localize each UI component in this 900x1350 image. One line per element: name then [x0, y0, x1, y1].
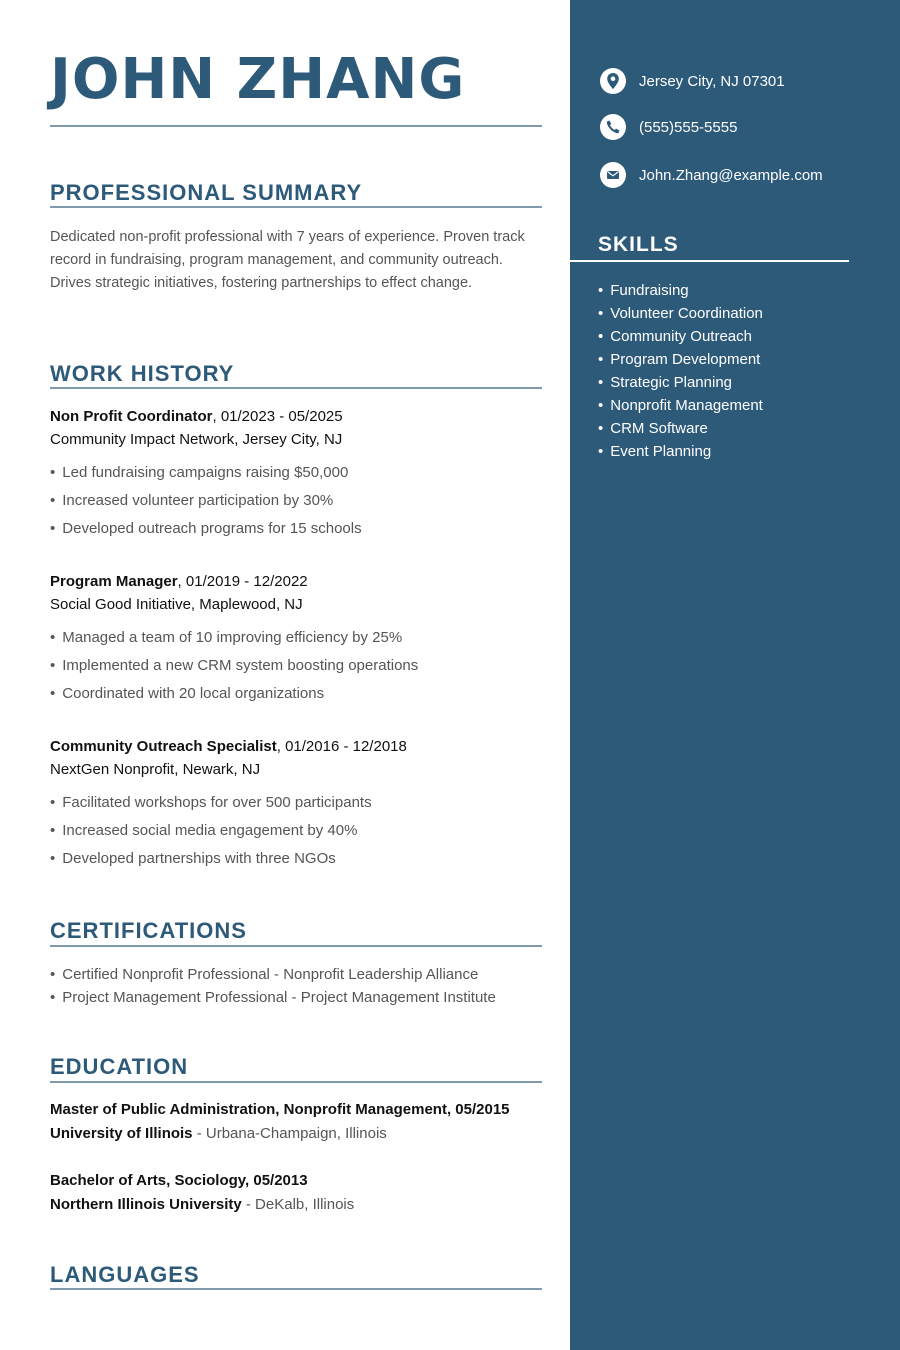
job-bullet: • Managed a team of 10 improving efficiency by 25%: [50, 624, 550, 652]
name-divider: [50, 125, 542, 127]
certification-item: • Certified Nonprofit Professional - Nonprofit Leadership Alliance: [50, 963, 496, 986]
skill-item: • Volunteer Coordination: [598, 302, 763, 325]
skill-item: • Program Development: [598, 348, 763, 371]
job-bullet: • Developed partnerships with three NGOs: [50, 845, 550, 873]
certifications-list: [50, 963, 496, 1009]
job-org: Social Good Initiative: [50, 596, 191, 613]
job-org: NextGen Nonprofit: [50, 761, 175, 778]
job-bullets: [50, 459, 550, 543]
skill-item: • Nonprofit Management: [598, 394, 763, 417]
summary-divider: [50, 206, 542, 208]
job-dates: , 01/2019 - 12/2022: [177, 573, 308, 590]
contact-phone: [600, 112, 890, 142]
school-line: [50, 1193, 550, 1217]
job-bullets: [50, 624, 550, 708]
school-line: [50, 1122, 550, 1146]
skills-divider: [570, 260, 849, 262]
job-bullet: • Increased social media engagement by 40%: [50, 817, 550, 845]
job-entry: [50, 405, 550, 543]
skill-item: • Strategic Planning: [598, 371, 763, 394]
skills-heading: SKILLS: [598, 233, 679, 256]
skill-item: • Event Planning: [598, 440, 763, 463]
job-entry: [50, 570, 550, 708]
job-org-line: [50, 758, 550, 781]
school-location: - Urbana-Champaign, Illinois: [192, 1125, 387, 1142]
work-history-divider: [50, 387, 542, 389]
job-location: , Jersey City, NJ: [234, 431, 343, 448]
job-title-line: [50, 405, 550, 428]
job-bullet: • Increased volunteer participation by 30%: [50, 487, 550, 515]
summary-text: Dedicated non-profit professional with 7 years of experience. Proven track record in fundraising, program management, and community outreach. Drives strategic initiatives, fostering partnerships to effect change.: [50, 229, 525, 291]
skill-item: • CRM Software: [598, 417, 763, 440]
skill-item: • Fundraising: [598, 279, 763, 302]
job-location: , Newark, NJ: [174, 761, 261, 778]
job-bullets: [50, 789, 550, 873]
school-name: Northern Illinois University: [50, 1196, 242, 1213]
location-pin-icon: [600, 68, 626, 94]
contact-email: [600, 160, 890, 190]
job-entry: [50, 735, 550, 873]
job-org-line: [50, 593, 550, 616]
skills-list: [598, 279, 763, 463]
degree: Bachelor of Arts, Sociology, 05/2013: [50, 1172, 308, 1189]
job-role: Program Manager: [50, 573, 178, 590]
job-org: Community Impact Network: [50, 431, 235, 448]
email-text: John.Zhang@example.com: [639, 166, 823, 184]
job-bullet: • Implemented a new CRM system boosting operations: [50, 652, 550, 680]
certifications-divider: [50, 945, 542, 947]
phone-icon: [600, 114, 626, 140]
certifications-heading: CERTIFICATIONS: [50, 918, 247, 943]
job-bullet: • Developed outreach programs for 15 schools: [50, 515, 550, 543]
job-location: , Maplewood, NJ: [190, 596, 303, 613]
job-role: Community Outreach Specialist: [50, 738, 277, 755]
summary-heading: PROFESSIONAL SUMMARY: [50, 180, 363, 205]
job-title-line: [50, 735, 550, 758]
job-org-line: [50, 428, 550, 451]
contact-address: [600, 66, 890, 96]
skill-item: • Community Outreach: [598, 325, 763, 348]
languages-divider: [50, 1288, 542, 1290]
job-title-line: [50, 570, 550, 593]
certification-item: • Project Management Professional - Project Management Institute: [50, 986, 496, 1009]
degree: Master of Public Administration, Nonprofit Management, 05/2015: [50, 1101, 510, 1118]
education-entry: [50, 1169, 550, 1217]
address-text: Jersey City, NJ 07301: [639, 72, 785, 90]
email-icon: [600, 162, 626, 188]
job-bullet: • Facilitated workshops for over 500 participants: [50, 789, 550, 817]
phone-text: (555)555-5555: [639, 118, 738, 136]
education-entry: [50, 1098, 550, 1146]
job-dates: , 01/2023 - 05/2025: [212, 408, 343, 425]
job-dates: , 01/2016 - 12/2018: [276, 738, 407, 755]
languages-heading: LANGUAGES: [50, 1262, 200, 1287]
job-role: Non Profit Coordinator: [50, 408, 213, 425]
work-history-heading: WORK HISTORY: [50, 361, 235, 386]
education-heading: EDUCATION: [50, 1054, 189, 1079]
job-bullet: • Coordinated with 20 local organizations: [50, 680, 550, 708]
education-divider: [50, 1081, 542, 1083]
school-name: University of Illinois: [50, 1125, 193, 1142]
job-bullet: • Led fundraising campaigns raising $50,000: [50, 459, 550, 487]
school-location: - DeKalb, Illinois: [241, 1196, 355, 1213]
candidate-name: JOHN ZHANG: [50, 47, 466, 112]
sidebar: [570, 0, 900, 1350]
